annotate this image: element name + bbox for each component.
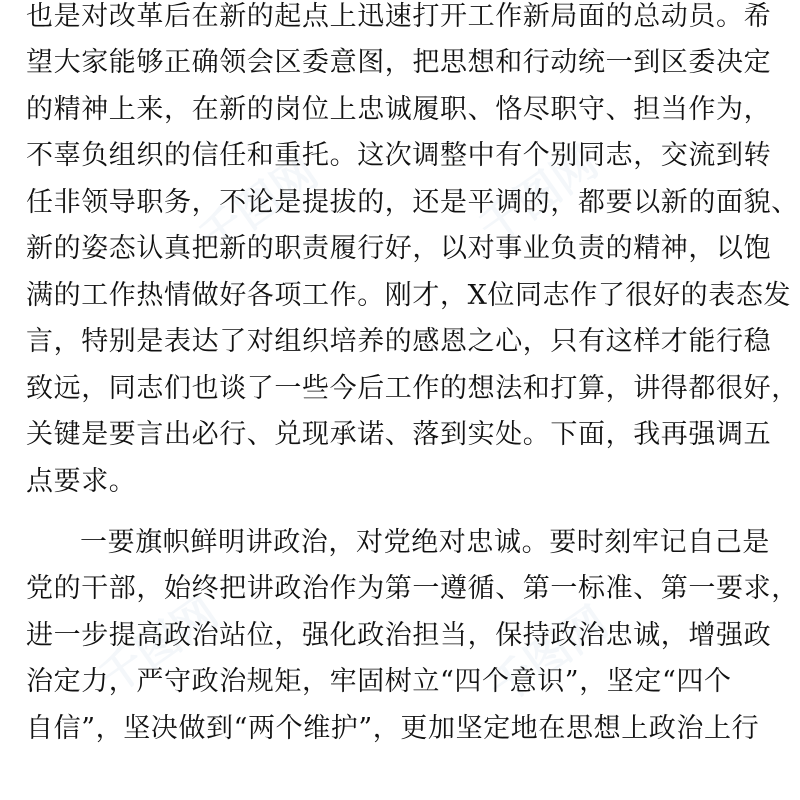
text-line: 点要求。 — [26, 466, 137, 497]
watermark: 千图网 — [89, 586, 228, 705]
watermark: 千图网 — [479, 596, 618, 715]
watermark: 千图网 — [469, 136, 608, 255]
text-line: 进一步提高政治站位，强化政治担当，保持政治忠诚，增强政 — [26, 620, 772, 651]
text-line: 言，特别是表达了对组织培养的感恩之心，只有这样才能行稳 — [26, 326, 772, 357]
text-line: 满的工作热情做好各项工作。刚才，X位同志作了很好的表态发 — [26, 280, 792, 311]
text-line: 新的姿态认真把新的职责履行好，以对事业负责的精神，以饱 — [26, 233, 772, 264]
text-line: 关键是要言出必行、兑现承诺、落到实处。下面，我再强调五 — [26, 419, 772, 450]
text-line: 不辜负组织的信任和重托。这次调整中有个别同志，交流到转 — [26, 140, 772, 171]
watermark: 千图网 — [189, 146, 328, 265]
text-line: 党的干部，始终把讲政治作为第一遵循、第一标准、第一要求， — [26, 573, 799, 604]
text-line: 自信”，坚决做到“两个维护”，更加坚定地在思想上政治上行 — [26, 713, 760, 744]
text-line: 治定力，严守政治规矩，牢固树立“四个意识”，坚定“四个 — [26, 666, 732, 697]
text-line: 望大家能够正确领会区委意图，把思想和行动统一到区委决定 — [26, 47, 772, 78]
text-line: 致远，同志们也谈了一些今后工作的想法和打算，讲得都很好， — [26, 373, 799, 404]
text-line: 一要旗帜鲜明讲政治，对党绝对忠诚。要时刻牢记自己是 — [80, 527, 770, 558]
text-line: 也是对改革后在新的起点上迅速打开工作新局面的总动员。希 — [26, 1, 772, 32]
text-line: 任非领导职务，不论是提拔的，还是平调的，都要以新的面貌、 — [26, 187, 799, 218]
text-line: 的精神上来，在新的岗位上忠诚履职、恪尽职守、担当作为， — [26, 94, 772, 125]
